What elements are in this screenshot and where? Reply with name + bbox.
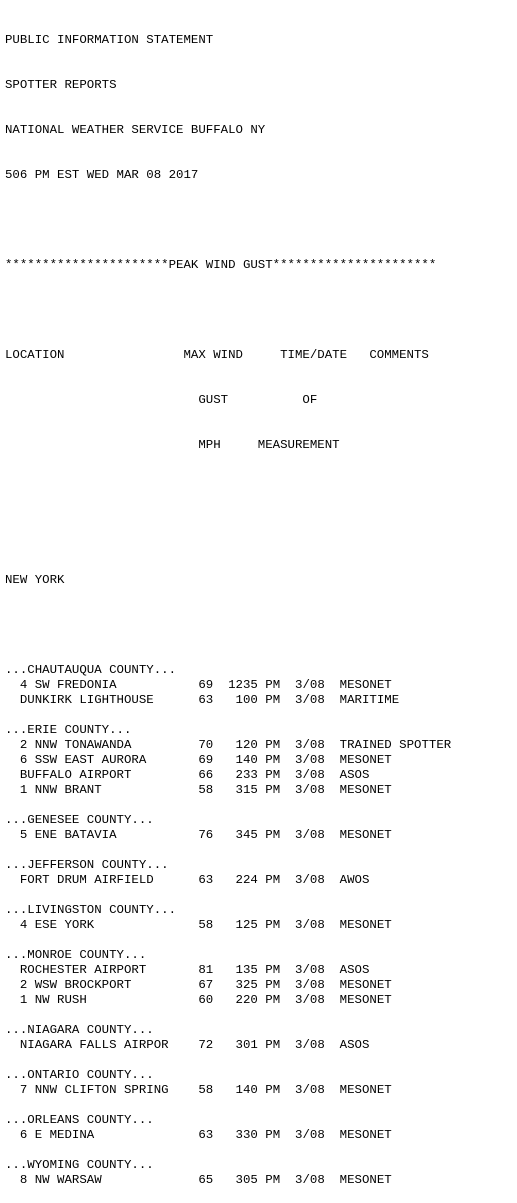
report-date: 3/08 [295, 1128, 325, 1142]
report-date: 3/08 [295, 978, 325, 992]
county-section [5, 1068, 451, 1113]
county-report-list [5, 663, 451, 1188]
report-comment: MESONET [339, 753, 392, 767]
report-location: ROCHESTER AIRPORT [19, 963, 147, 977]
report-date: 3/08 [295, 1038, 325, 1052]
report-date: 3/08 [295, 873, 325, 887]
report-location: 1 NNW BRANT [19, 783, 102, 797]
report-date: 3/08 [295, 678, 325, 692]
report-time: 100 PM [235, 693, 281, 707]
report-row [5, 993, 451, 1008]
report-location: 4 SW FREDONIA [19, 678, 117, 692]
report-comment: ASOS [339, 768, 370, 782]
report-gust-mph: 58 [198, 1083, 214, 1097]
header-title: PUBLIC INFORMATION STATEMENT [5, 33, 214, 47]
report-row [5, 918, 451, 933]
header-office: NATIONAL WEATHER SERVICE BUFFALO NY [5, 123, 266, 137]
report-comment: MESONET [339, 1173, 392, 1187]
county-name: ...GENESEE COUNTY... [5, 813, 154, 827]
blank-line [5, 843, 451, 858]
report-comment: MESONET [339, 918, 392, 932]
column-header-row-3: MPH MEASUREMENT [5, 438, 340, 452]
blank-line [5, 483, 451, 498]
county-name: ...CHAUTAUQUA COUNTY... [5, 663, 177, 677]
report-gust-mph: 58 [198, 918, 214, 932]
blank-line [5, 708, 451, 723]
county-name: ...NIAGARA COUNTY... [5, 1023, 154, 1037]
report-row [5, 1083, 451, 1098]
report-gust-mph: 67 [198, 978, 214, 992]
report-time: 140 PM [235, 1083, 281, 1097]
blank-line [5, 1143, 451, 1158]
report-comment: TRAINED SPOTTER [339, 738, 452, 752]
report-location: 2 NNW TONAWANDA [19, 738, 132, 752]
report-time: 330 PM [235, 1128, 281, 1142]
report-date: 3/08 [295, 993, 325, 1007]
county-section [5, 1158, 451, 1188]
report-time: 224 PM [235, 873, 281, 887]
report-location: NIAGARA FALLS AIRPOR [19, 1038, 169, 1052]
report-gust-mph: 81 [198, 963, 214, 977]
report-row [5, 693, 451, 708]
report-time: 125 PM [235, 918, 281, 932]
report-row [5, 753, 451, 768]
column-header-row-1: LOCATION MAX WIND TIME/DATE COMMENTS [5, 348, 429, 362]
report-comment: MESONET [339, 828, 392, 842]
report-row [5, 1173, 451, 1188]
county-section [5, 723, 451, 813]
report-date: 3/08 [295, 768, 325, 782]
report-location: 8 NW WARSAW [19, 1173, 102, 1187]
report-date: 3/08 [295, 963, 325, 977]
report-row [5, 768, 451, 783]
report-date: 3/08 [295, 693, 325, 707]
report-row [5, 738, 451, 753]
report-gust-mph: 60 [198, 993, 214, 1007]
report-comment: MESONET [339, 993, 392, 1007]
blank-line [5, 213, 451, 228]
report-gust-mph: 66 [198, 768, 214, 782]
report-location: 4 ESE YORK [19, 918, 95, 932]
county-name: ...WYOMING COUNTY... [5, 1158, 154, 1172]
report-comment: MESONET [339, 1083, 392, 1097]
report-gust-mph: 70 [198, 738, 214, 752]
report-time: 325 PM [235, 978, 281, 992]
report-time: 345 PM [235, 828, 281, 842]
header-subtitle: SPOTTER REPORTS [5, 78, 117, 92]
report-row [5, 828, 451, 843]
report-date: 3/08 [295, 828, 325, 842]
report-location: 2 WSW BROCKPORT [19, 978, 132, 992]
county-section [5, 663, 451, 723]
report-location: FORT DRUM AIRFIELD [19, 873, 154, 887]
report-gust-mph: 58 [198, 783, 214, 797]
report-date: 3/08 [295, 1173, 325, 1187]
county-section [5, 948, 451, 1023]
county-section [5, 858, 451, 903]
report-gust-mph: 76 [198, 828, 214, 842]
county-section [5, 903, 451, 948]
report-location: DUNKIRK LIGHTHOUSE [19, 693, 154, 707]
blank-line [5, 303, 451, 318]
report-comment: ASOS [339, 963, 370, 977]
report-date: 3/08 [295, 918, 325, 932]
report-row [5, 1128, 451, 1143]
report-comment: MESONET [339, 978, 392, 992]
report-date: 3/08 [295, 783, 325, 797]
report-location: 6 E MEDINA [19, 1128, 95, 1142]
county-name: ...ORLEANS COUNTY... [5, 1113, 154, 1127]
report-gust-mph: 65 [198, 1173, 214, 1187]
report-gust-mph: 63 [198, 1128, 214, 1142]
column-header-row-2: GUST OF [5, 393, 318, 407]
report-date: 3/08 [295, 738, 325, 752]
report-location: 7 NNW CLIFTON SPRING [19, 1083, 169, 1097]
public-information-statement [5, 3, 451, 1203]
county-name: ...LIVINGSTON COUNTY... [5, 903, 177, 917]
report-time: 135 PM [235, 963, 281, 977]
report-comment: ASOS [339, 1038, 370, 1052]
report-comment: AWOS [339, 873, 370, 887]
report-gust-mph: 72 [198, 1038, 214, 1052]
blank-line [5, 618, 451, 633]
blank-line [5, 888, 451, 903]
county-name: ...ERIE COUNTY... [5, 723, 132, 737]
report-comment: MESONET [339, 1128, 392, 1142]
report-time: 315 PM [235, 783, 281, 797]
report-comment: MESONET [339, 678, 392, 692]
county-section [5, 1113, 451, 1158]
report-gust-mph: 69 [198, 678, 214, 692]
report-location: 5 ENE BATAVIA [19, 828, 117, 842]
header-timestamp: 506 PM EST WED MAR 08 2017 [5, 168, 199, 182]
blank-line [5, 798, 451, 813]
report-location: 6 SSW EAST AURORA [19, 753, 147, 767]
report-date: 3/08 [295, 753, 325, 767]
report-time: 1235 PM [228, 678, 281, 692]
report-gust-mph: 63 [198, 873, 214, 887]
report-location: 1 NW RUSH [19, 993, 87, 1007]
report-row [5, 978, 451, 993]
blank-line [5, 1053, 451, 1068]
report-row [5, 963, 451, 978]
report-time: 140 PM [235, 753, 281, 767]
report-gust-mph: 69 [198, 753, 214, 767]
county-section [5, 1023, 451, 1068]
report-row [5, 783, 451, 798]
report-comment: MARITIME [339, 693, 400, 707]
county-section [5, 813, 451, 858]
report-row [5, 873, 451, 888]
report-comment: MESONET [339, 783, 392, 797]
report-time: 233 PM [235, 768, 281, 782]
section-banner: **********************PEAK WIND GUST********************** [5, 258, 437, 272]
blank-line [5, 1098, 451, 1113]
report-row [5, 1038, 451, 1053]
report-row [5, 678, 451, 693]
blank-line [5, 1008, 451, 1023]
county-name: ...ONTARIO COUNTY... [5, 1068, 154, 1082]
state-heading: NEW YORK [5, 573, 65, 587]
county-name: ...MONROE COUNTY... [5, 948, 147, 962]
report-time: 305 PM [235, 1173, 281, 1187]
report-time: 301 PM [235, 1038, 281, 1052]
report-time: 120 PM [235, 738, 281, 752]
blank-line [5, 528, 451, 543]
blank-line [5, 933, 451, 948]
county-name: ...JEFFERSON COUNTY... [5, 858, 169, 872]
report-time: 220 PM [235, 993, 281, 1007]
report-gust-mph: 63 [198, 693, 214, 707]
report-location: BUFFALO AIRPORT [19, 768, 132, 782]
report-date: 3/08 [295, 1083, 325, 1097]
